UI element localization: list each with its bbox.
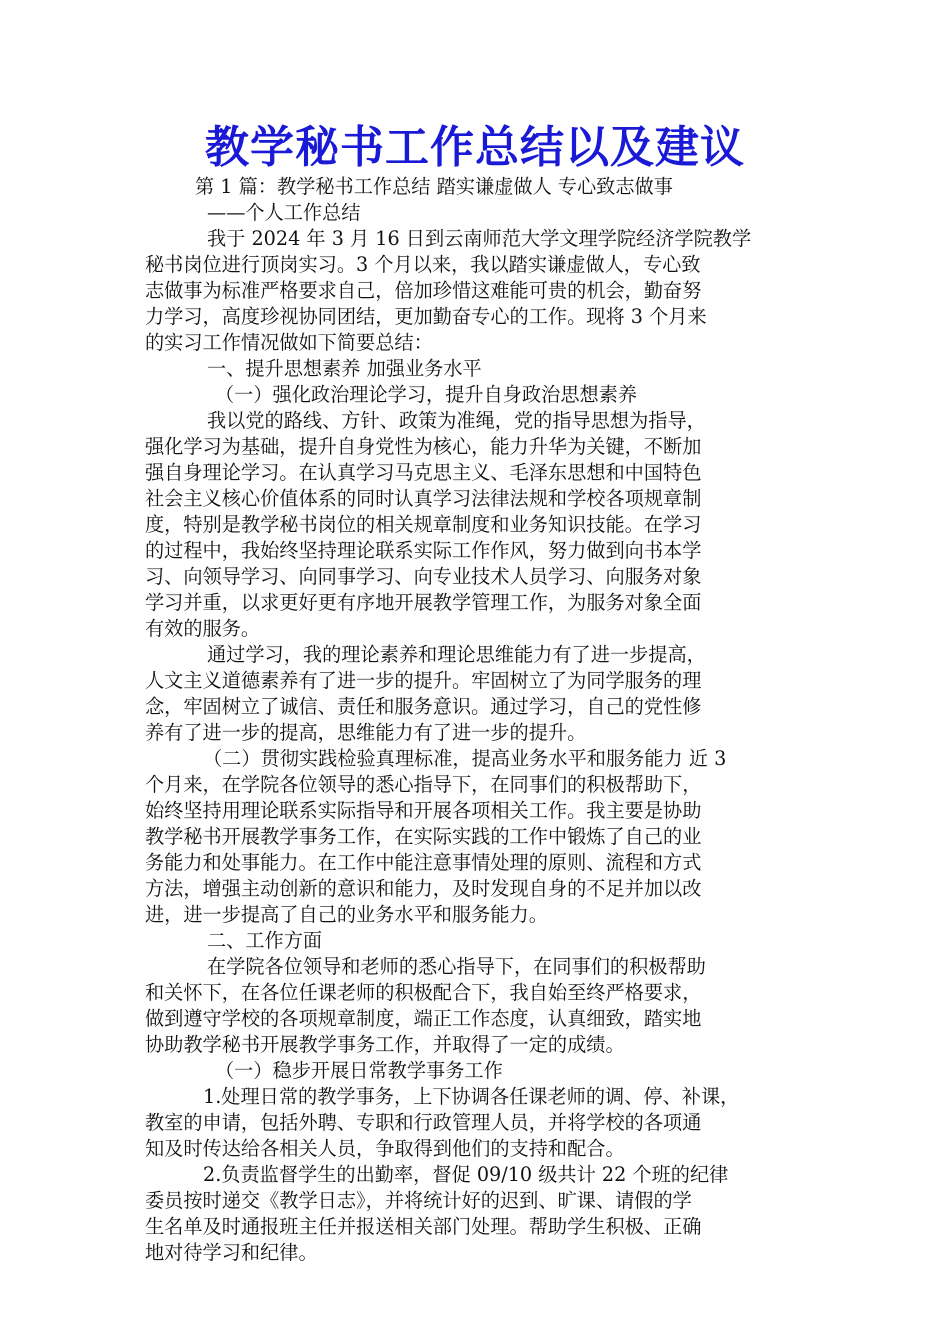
text-line: 2.负责监督学生的出勤率，督促 09/10 级共计 22 个班的纪律 (203, 1163, 729, 1186)
text-line: 协助教学秘书开展教学事务工作，并取得了一定的成绩。 (145, 1033, 625, 1056)
text-line: 始终坚持用理论联系实际指导和开展各项相关工作。我主要是协助 (145, 799, 702, 822)
text-line: 一、提升思想素养 加强业务水平 (207, 357, 482, 380)
document-body (145, 174, 805, 1266)
text-line: 通过学习，我的理论素养和理论思维能力有了进一步提高， (207, 643, 706, 666)
text-line: 教学秘书开展教学事务工作，在实际实践的工作中锻炼了自己的业 (145, 825, 702, 848)
text-line: 有效的服务。 (145, 617, 261, 640)
text-line: 习、向领导学习、向同事学习、向专业技术人员学习、向服务对象 (145, 565, 702, 588)
text-line: 我于 2024 年 3 月 16 日到云南师范大学文理学院经济学院教学 (207, 227, 752, 250)
text-line: （一）强化政治理论学习，提升自身政治思想素养 (215, 383, 638, 406)
text-line: 务能力和处事能力。在工作中能注意事情处理的原则、流程和方式 (145, 851, 702, 874)
text-line: 和关怀下，在各位任课老师的积极配合下，我自始至终严格要求， (145, 981, 702, 1004)
text-line: 的过程中，我始终坚持理论联系实际工作作风，努力做到向书本学 (145, 539, 702, 562)
text-line: 社会主义核心价值体系的同时认真学习法律法规和学校各项规章制 (145, 487, 702, 510)
text-line: 学习并重，以求更好更有序地开展教学管理工作，为服务对象全面 (145, 591, 702, 614)
text-line: 我以党的路线、方针、政策为准绳，党的指导思想为指导， (207, 409, 706, 432)
text-line: 生名单及时通报班主任并报送相关部门处理。帮助学生积极、正确 (145, 1215, 702, 1238)
text-line: 力学习，高度珍视协同团结，更加勤奋专心的工作。现将 3 个月来 (145, 305, 707, 328)
text-line: 做到遵守学校的各项规章制度，端正工作态度，认真细致，踏实地 (145, 1007, 702, 1030)
text-line: 地对待学习和纪律。 (145, 1241, 318, 1264)
text-line: 委员按时递交《教学日志》，并将统计好的迟到、旷课、请假的学 (145, 1189, 692, 1212)
text-line: 知及时传达给各相关人员，争取得到他们的支持和配合。 (145, 1137, 625, 1160)
text-line: 秘书岗位进行顶岗实习。3 个月以来，我以踏实谦虚做人，专心致 (145, 253, 701, 276)
text-line: 在学院各位领导和老师的悉心指导下，在同事们的积极帮助 (207, 955, 706, 978)
text-line: 志做事为标准严格要求自己，倍加珍惜这难能可贵的机会，勤奋努 (145, 279, 702, 302)
text-line: （一）稳步开展日常教学事务工作 (215, 1059, 503, 1082)
text-line: 1.处理日常的教学事务，上下协调各任课老师的调、停、补课， (203, 1085, 740, 1108)
text-line: （二）贯彻实践检验真理标准，提高业务水平和服务能力 近 3 (203, 747, 727, 770)
text-line: 第 1 篇：教学秘书工作总结 踏实谦虚做人 专心致志做事 (195, 175, 673, 198)
text-line: 教室的申请，包括外聘、专职和行政管理人员，并将学校的各项通 (145, 1111, 702, 1134)
text-line: 度，特别是教学秘书岗位的相关规章制度和业务知识技能。在学习 (145, 513, 702, 536)
text-line: 强自身理论学习。在认真学习马克思主义、毛泽东思想和中国特色 (145, 461, 702, 484)
text-line: 念，牢固树立了诚信、责任和服务意识。通过学习，自己的党性修 (145, 695, 702, 718)
text-line: 的实习工作情况做如下简要总结： (145, 331, 433, 354)
text-line: 二、工作方面 (207, 929, 323, 952)
text-line: 人文主义道德素养有了进一步的提升。牢固树立了为同学服务的理 (145, 669, 702, 692)
text-line: 养有了进一步的提高，思维能力有了进一步的提升。 (145, 721, 587, 744)
document-title: 教学秘书工作总结以及建议 (205, 122, 745, 173)
text-line: 个月来，在学院各位领导的悉心指导下，在同事们的积极帮助下， (145, 773, 702, 796)
text-line: ——个人工作总结 (207, 201, 361, 224)
text-line: 进，进一步提高了自己的业务水平和服务能力。 (145, 903, 548, 926)
text-line: 强化学习为基础，提升自身党性为核心，能力升华为关键，不断加 (145, 435, 702, 458)
text-line: 方法，增强主动创新的意识和能力，及时发现自身的不足并加以改 (145, 877, 702, 900)
